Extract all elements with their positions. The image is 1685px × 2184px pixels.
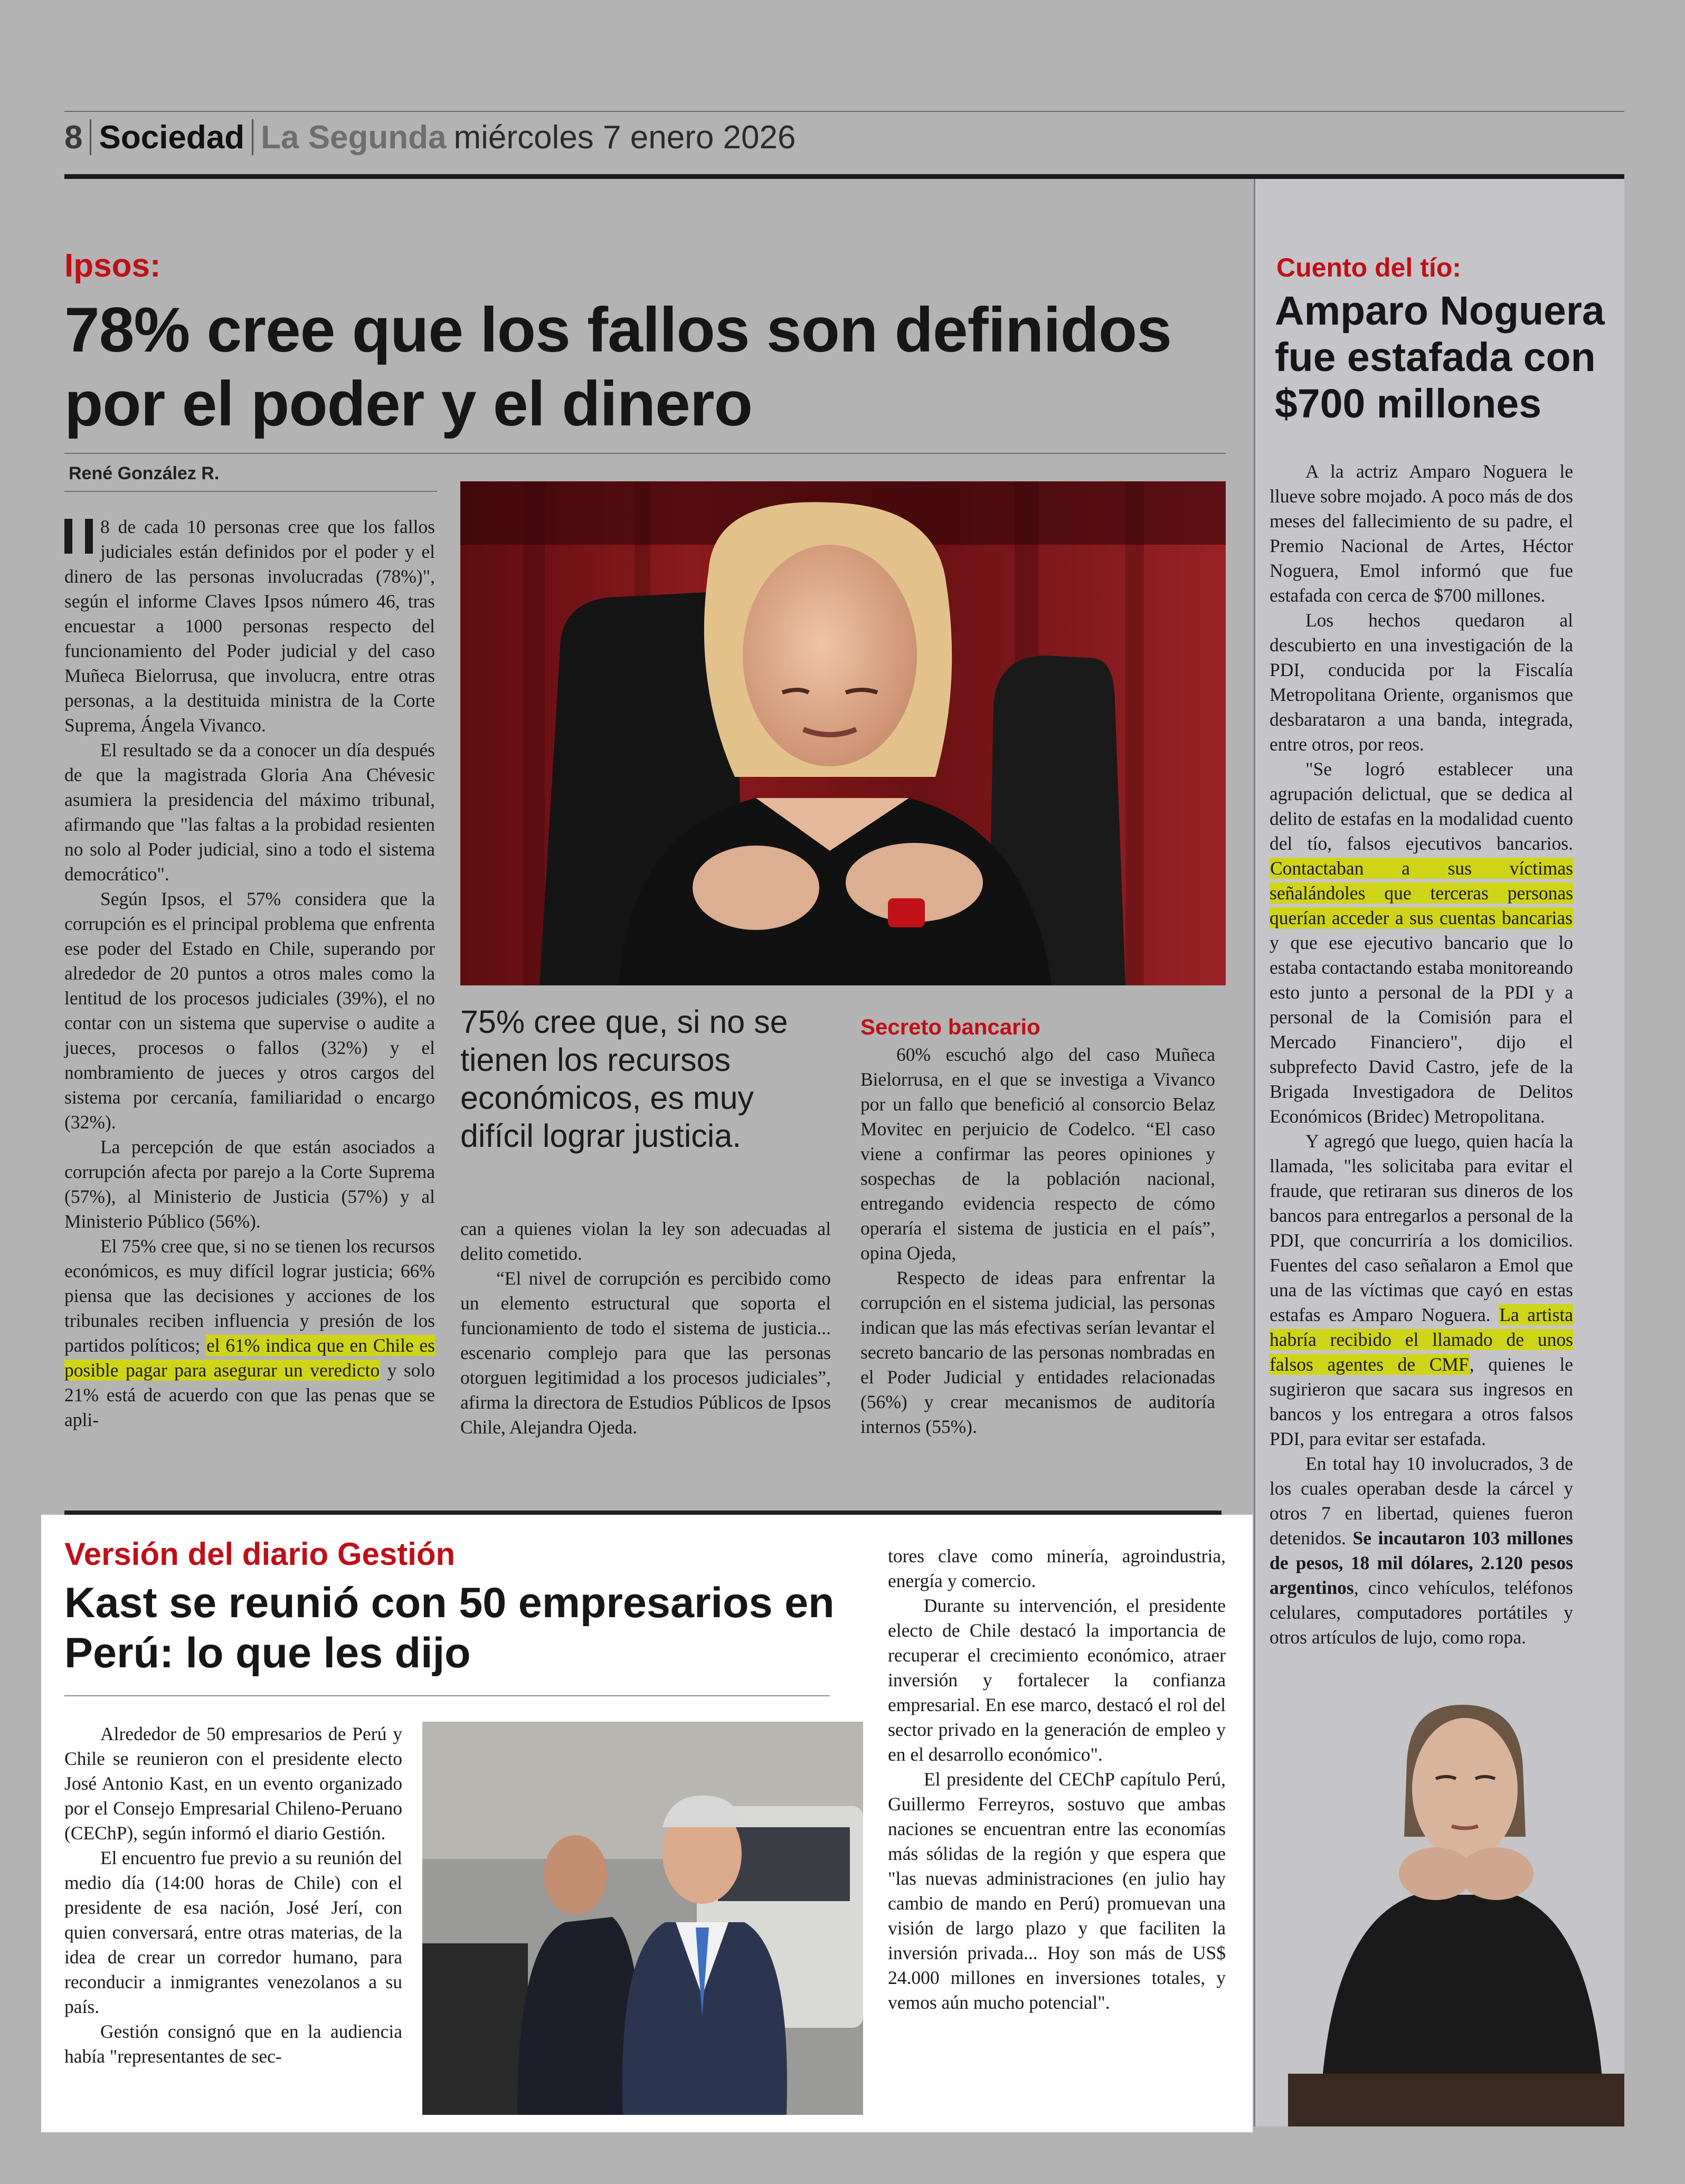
body-paragraph: [64, 1234, 435, 1432]
kast-column-1: [64, 1722, 402, 2069]
body-paragraph: tores clave como minería, agroindustria, energía y comercio.: [888, 1545, 1226, 1591]
subhead-secreto-bancario: Secreto bancario: [860, 1014, 1040, 1039]
highlighted-text: La artista habría recibido el llamado de unos falsos agentes de CMF: [1270, 1304, 1574, 1375]
page-header: [64, 117, 796, 157]
sidebar-article-body: [1270, 459, 1573, 1650]
body-paragraph: can a quienes violan la ley son adecuadas al delito cometido.: [460, 1218, 831, 1264]
actress-illustration: [1288, 1684, 1624, 2126]
body-paragraph: Los hechos quedaron al descubierto en una investigación de la PDI, conducida por la Fiscalía Metropolitana Oriente, organismos que desbarataron a una banda, integrada, entre otros, por reos.: [1270, 610, 1573, 755]
body-paragraph: El resultado se da a conocer un día después de que la magistrada Gloria Ana Chévesic asumiera la presidencia del máximo tribunal, afirmando que "las faltas a la probidad resienten no solo al Poder judicial, sino a todo el sistema democrático".: [64, 739, 435, 885]
body-paragraph: Respecto de ideas para enfrentar la corrupción en el sistema judicial, las personas indican que las más efectivas serían levantar el secreto bancario de las personas nombradas en el Poder Judicial y entidades relacionadas (56%) y crear mecanismos de auditoría internos (55%).: [860, 1267, 1215, 1437]
kast-column-2: [888, 1544, 1226, 2015]
kast-headline: Kast se reunió con 50 empresarios en Perú: lo que les dijo: [64, 1579, 835, 1677]
body-paragraph: 60% escuchó algo del caso Muñeca Bielorrusa, en el que se investiga a Vivanco por un fallo que benefició al consorcio Belaz Movitec en perjuicio de Codelco. “El caso viene a confirmar las peores opiniones y sospechas de la población nacional, entregando evidencia respecto de cómo operaría el sistema de justicia en el país”, opina Ojeda,: [860, 1044, 1215, 1264]
body-paragraph: [1270, 1129, 1573, 1451]
newspaper-name: La Segunda: [261, 119, 447, 156]
paragraph-text: El 75% cree que, si no se tienen los recursos económicos, es muy difícil lograr justicia; 66% piensa que las decisiones y acciones de los tribunales reciben influencia y presión de los partidos políticos;: [64, 1236, 435, 1356]
paragraph-text: "Se logró establecer una agrupación delictual, que se dedica al delito de estafas en la modalidad cuento del tío, falsos ejecutivos bancarios.: [1270, 758, 1573, 854]
body-paragraph: El encuentro fue previo a su reunión del medio día (14:00 horas de Chile) con el presidente de esa nación, José Jerí, con quien conversará, entre otras materias, de la idea de crear un corredor humano, para reconducir a inmigrantes venezolanos a su país.: [64, 1847, 402, 2017]
kast-photo: [422, 1722, 863, 2115]
kast-headline-rule: [64, 1695, 830, 1696]
header-divider: [90, 119, 91, 155]
header-bottom-rule: [64, 174, 1624, 179]
paragraph-text: , cinco vehículos, teléfonos celulares, computadores portátiles y otros artículos de lujo, como ropa.: [1270, 1577, 1573, 1648]
issue-date: miércoles 7 enero 2026: [453, 119, 796, 156]
highlighted-text: Contactaban a sus víctimas señalándoles que terceras personas querían acceder a sus cuentas bancarias: [1270, 858, 1573, 928]
main-article-column-2: [460, 1217, 831, 1440]
highlighted-text: el 61% indica que en Chile es posible pagar para asegurar un veredicto: [64, 1335, 435, 1381]
body-paragraph: [1270, 757, 1573, 1129]
paragraph-text: y solo 21% está de acuerdo con que las penas que se apli-: [64, 1360, 435, 1430]
header-top-rule: [64, 111, 1624, 112]
body-paragraph: Gestión consignó que en la audiencia había "representantes de sec-: [64, 2021, 402, 2067]
body-paragraph: La percepción de que están asociados a corrupción afecta por parejo a la Corte Suprema (57%), al Ministerio de Justicia (57%) y al Ministerio Público (56%).: [64, 1136, 435, 1232]
kast-top-rule: [64, 1511, 1222, 1515]
header-divider: [252, 119, 253, 155]
bold-text: Se incautaron 103 millones de pesos, 18 mil dólares, 2.120 pesos argentinos: [1270, 1527, 1574, 1598]
body-paragraph: Alrededor de 50 empresarios de Perú y Chile se reunieron con el presidente electo José Antonio Kast, en un evento organizado por el Consejo Empresarial Chileno-Peruano (CEChP), según informó el diario Gestión.: [64, 1723, 402, 1844]
paragraph-text: 8 de cada 10 personas cree que los fallos judiciales están definidos por el poder y el dinero de las personas involucradas (78%)", según el informe Claves Ipsos número 46, tras encuestar a 1000 personas respecto del funcionamiento del Poder judicial y del caso Muñeca Bielorrusa, que involucra, entre otras personas, a la destituida ministra de la Corte Suprema, Ángela Vivanco.: [64, 516, 435, 736]
body-paragraph: Durante su intervención, el presidente electo de Chile destacó la importancia de recuperar el crecimiento económico, atraer inversión y fortalecer la confianza empresarial. En ese marco, destacó el rol del sector privado en la generación de empleo y en el desarrollo económico".: [888, 1595, 1226, 1765]
pull-quote: 75% cree que, si no se tienen los recursos económicos, es muy difícil lograr justicia.: [460, 1004, 788, 1154]
main-kicker: Ipsos:: [64, 248, 161, 284]
main-article-column-3: [860, 1042, 1215, 1439]
body-paragraph: “El nivel de corrupción es percibido como un elemento estructural que soporta el funcionamiento de todo el sistema de justicia... escenario complejo para que las personas otorguen legitimidad a los procesos judiciales”, afirma la directora de Estudios Públicos de Ipsos Chile, Alejandra Ojeda.: [460, 1268, 831, 1438]
ministra-photo: [460, 481, 1226, 985]
sidebar-headline: Amparo Noguera fue estafada con $700 millones: [1275, 288, 1605, 426]
sidebar-kicker: Cuento del tío:: [1276, 253, 1461, 282]
body-paragraph: A la actriz Amparo Noguera le llueve sobre mojado. A poco más de dos meses del fallecimiento de su padre, el Premio Nacional de Artes, Héctor Noguera, Emol informó que fue estafada con cerca de $700 millones.: [1270, 461, 1573, 606]
byline: René González R.: [69, 463, 220, 483]
paragraph-text: Y agregó que luego, quien hacía la llamada, "les solicitaba para evitar el fraude, que retiraran sus dineros de los bancos para entregarlos a personal de la PDI, que concurriría a los domicilios. Fuentes del caso señalaron a Emol que una de las víctimas que cayó en estas estafas es Amparo Noguera.: [1270, 1131, 1573, 1325]
paragraph-text: , quienes le sugirieron que sacara sus ingresos en bancos y los entregara a otros falsos PDI, para evitar ser estafada.: [1270, 1354, 1574, 1449]
byline-rule: [64, 491, 437, 492]
body-paragraph: Según Ipsos, el 57% considera que la corrupción es el principal problema que enfrenta ese poder del Estado en Chile, superando por alrededor de 20 puntos a otros males como la lentitud de los procesos judiciales (39%), el no contar con un sistema que supervise o audite a jueces, procesos o fallos (32%) y el nombramiento de jueces y otros cargos del sistema por cercanía, familiaridad o encargo (32%).: [64, 888, 435, 1133]
paragraph-text: y que ese ejecutivo bancario que lo estaba contactando estaba monitoreando esto junto a personal de la PDI y a personal de la Comisión para el Mercado Financiero", dijo el subprefecto David Castro, jefe de la Brigada Investigadora de Delitos Económicos (Bridec) Metropolitana.: [1270, 932, 1573, 1127]
portrait-illustration: [460, 481, 1226, 985]
kast-illustration: [422, 1722, 863, 2115]
body-paragraph: [64, 515, 435, 738]
body-paragraph: [1270, 1451, 1573, 1650]
body-paragraph: El presidente del CEChP capítulo Perú, Guillermo Ferreyros, sostuvo que ambas naciones se encuentran entre las economías más sólidas de la región y que espera que "las nuevas administraciones (en julio hay cambio de mando en Perú) promuevan una visión de largo plazo y que faciliten la inversión privada... Hoy son más de US$ 24.000 millones en inversiones totales, y vemos aún mucho potencial".: [888, 1769, 1226, 2013]
main-headline: 78% cree que los fallos son definidos por el poder y el dinero: [64, 295, 1171, 439]
section-name: Sociedad: [99, 119, 245, 156]
kast-kicker: Versión del diario Gestión: [64, 1536, 456, 1572]
paragraph-text: En total hay 10 involucrados, 3 de los cuales operaban desde la cárcel y otros 7 en libertad, quienes fueron detenidos.: [1270, 1453, 1573, 1549]
headline-rule: [64, 453, 1226, 454]
open-quote-icon: [64, 519, 93, 554]
sidebar-divider: [1254, 179, 1255, 2126]
main-article-column-1: [64, 515, 435, 1432]
page-number: 8: [64, 119, 83, 156]
actress-photo: [1288, 1684, 1624, 2126]
